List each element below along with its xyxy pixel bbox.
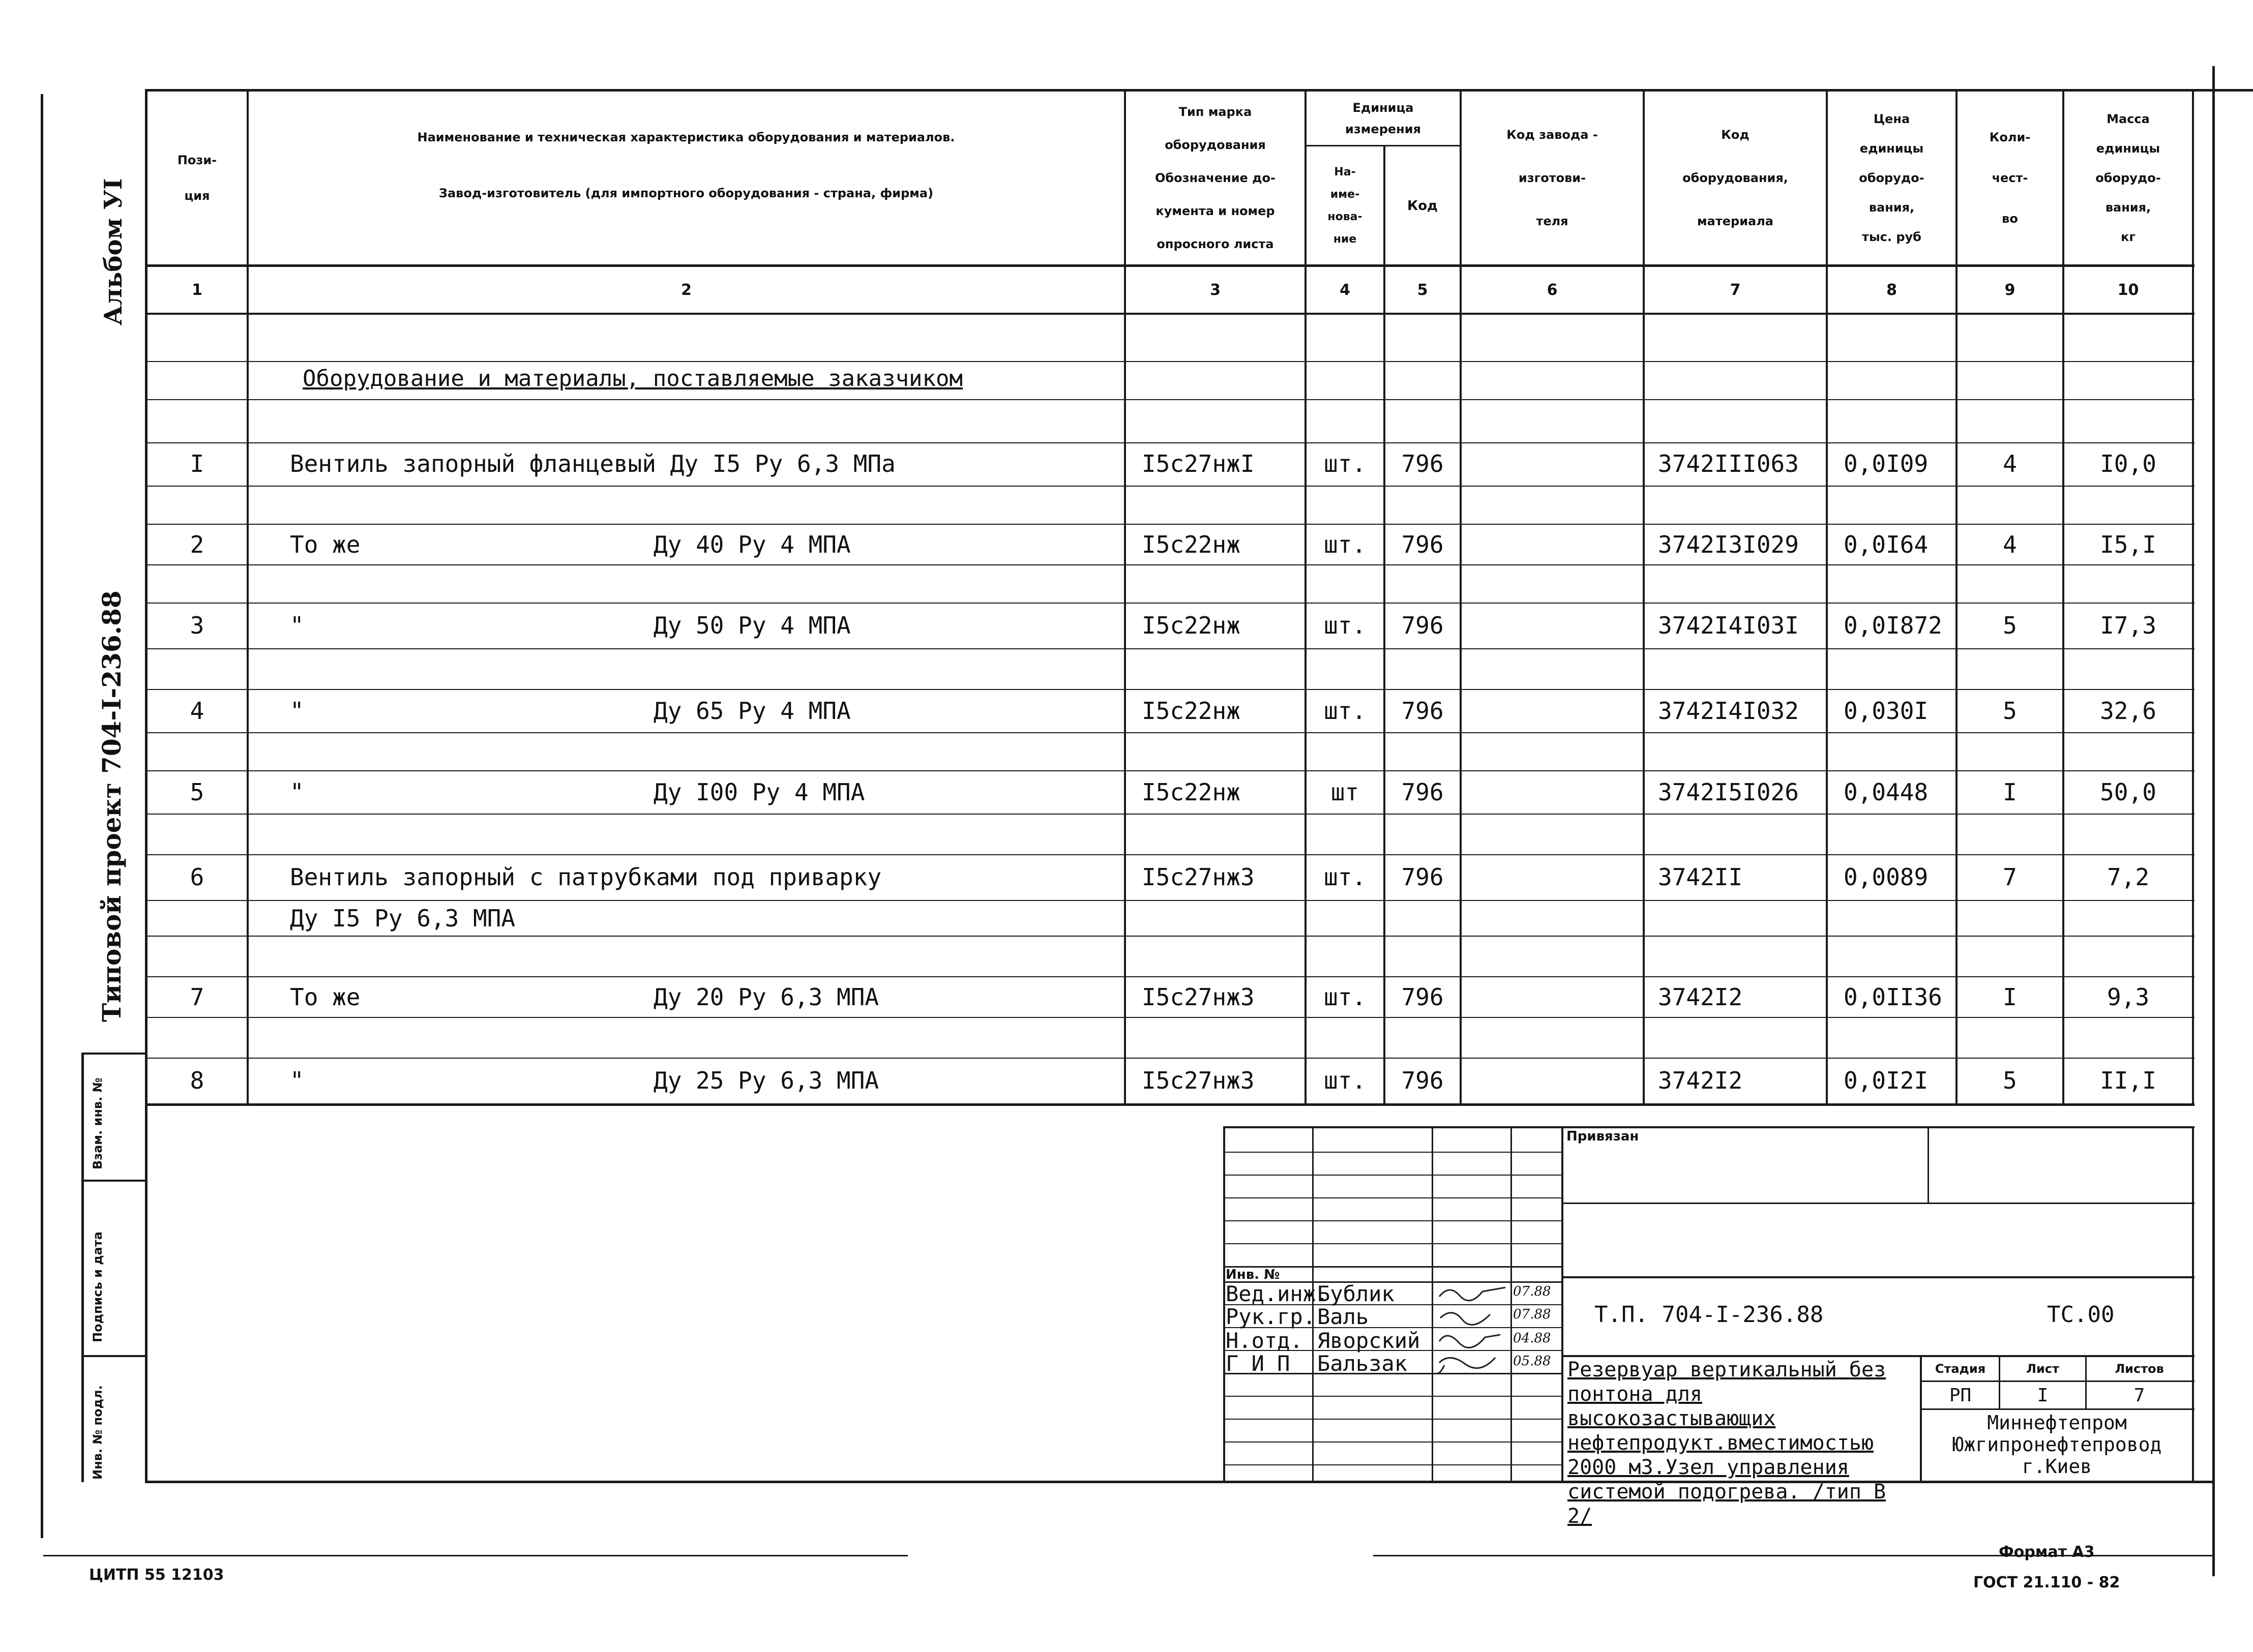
row-1-unit: шт. [1323, 450, 1367, 477]
stamp-h [1223, 1220, 1561, 1221]
person-1-date: 07.88 [1513, 1284, 1551, 1299]
row-2-position: 2 [190, 531, 204, 558]
row-4-unit: шт. [1323, 697, 1367, 725]
person-2-name: Валь [1317, 1304, 1369, 1329]
side-strip-h1 [81, 1053, 146, 1055]
colnum-3: 3 [1210, 281, 1221, 299]
header-unit: Единица измерения [1345, 100, 1421, 136]
row-2-unit: шт. [1323, 531, 1367, 558]
sheet-value: I [2037, 1385, 2049, 1406]
row-1-unit-code: 796 [1401, 450, 1444, 477]
person-1-role: Вед.инж. [1226, 1281, 1329, 1306]
person-4-date: 05.88 [1513, 1354, 1551, 1369]
colnum-4: 4 [1340, 281, 1350, 299]
row-7-dimension: Ду 20 Ру 6,3 МПА [654, 983, 879, 1011]
row-8-quantity: 5 [2003, 1067, 2017, 1094]
row-4-name: " [290, 697, 304, 725]
stamp-v4 [1561, 1126, 1563, 1482]
stamp-right [2192, 1126, 2194, 1482]
row-3-position: 3 [190, 612, 204, 639]
row-3-mass: I7,3 [2100, 612, 2156, 639]
album-label: Альбом УI [99, 178, 128, 325]
colnum-10: 10 [2117, 281, 2139, 299]
row-6-continuation: Ду I5 Ру 6,3 МПА [290, 905, 516, 932]
row-7-unit: шт. [1323, 983, 1367, 1011]
row-2-type: I5с22нж [1142, 531, 1240, 558]
header-type: Тип марка оборудования Обозначение до- кумента и номер опросного листа [1155, 104, 1276, 251]
table-bottom-line [145, 1103, 2195, 1106]
header-unit-name: На- име- нова- ние [1327, 166, 1362, 246]
header-mass: Масса единицы оборудо- вания, кг [2095, 112, 2161, 244]
row-4-unit-code: 796 [1401, 697, 1444, 725]
sheets-value: 7 [2133, 1385, 2145, 1406]
row-5-mass: 50,0 [2100, 778, 2156, 806]
org-ministry: Миннефтепром [1987, 1411, 2127, 1434]
header-equipment-code: Код оборудования, материала [1682, 127, 1788, 228]
colnum-7: 7 [1730, 281, 1741, 299]
row-4-price: 0,030I [1844, 697, 1929, 725]
row-5-price: 0,0448 [1844, 778, 1929, 806]
stamp-h [1223, 1243, 1561, 1244]
row-2-equipment-code: 3742I3I029 [1658, 531, 1799, 558]
sheet-label: Лист [2026, 1361, 2059, 1376]
row-7-quantity: I [2003, 983, 2017, 1011]
row-3-unit: шт. [1323, 612, 1367, 639]
person-2-role: Рук.гр. [1226, 1304, 1316, 1329]
invpodl-label: Инв. № подл. [91, 1385, 105, 1480]
row-sep [145, 648, 2195, 649]
header-price: Цена единицы оборудо- вания, тыс. руб [1859, 112, 1924, 244]
row-3-quantity: 5 [2003, 612, 2017, 639]
row-6-price: 0,0089 [1844, 863, 1929, 891]
colnum-2: 2 [681, 281, 692, 299]
colnum-1: 1 [192, 281, 202, 299]
row-2-quantity: 4 [2003, 531, 2017, 558]
doc-number: Т.П. 704-I-236.88 [1594, 1302, 1824, 1328]
row-1-equipment-code: 3742III063 [1658, 450, 1799, 477]
podpis-label: Подпись и дата [91, 1232, 105, 1342]
row-4-position: 4 [190, 697, 204, 725]
row-7-price: 0,0II36 [1844, 983, 1942, 1011]
header-unit-code: Код [1407, 198, 1438, 214]
row-5-name: " [290, 778, 304, 806]
row-sep [145, 399, 2195, 400]
row-sep [145, 732, 2195, 733]
row-2-unit-code: 796 [1401, 531, 1444, 558]
row-8-equipment-code: 3742I2 [1658, 1067, 1743, 1094]
row-2-name: То же [290, 531, 361, 558]
row-sep [145, 486, 2195, 487]
frame-lower-line [43, 1555, 908, 1556]
stamp-h-privyazan [1561, 1203, 2195, 1204]
row-4-equipment-code: 3742I4I032 [1658, 697, 1799, 725]
stamp-h [1223, 1396, 1561, 1397]
row-6-mass: 7,2 [2107, 863, 2150, 891]
row-7-equipment-code: 3742I2 [1658, 983, 1743, 1011]
stamp-h [1223, 1175, 1561, 1176]
signatures-scribble [1434, 1281, 1510, 1375]
row-6-unit-code: 796 [1401, 863, 1444, 891]
side-strip-inner [81, 1053, 84, 1482]
sheets-label: Листов [2115, 1361, 2164, 1376]
row-1-price: 0,0I09 [1844, 450, 1929, 477]
header-factory-code: Код завода - изготови- теля [1506, 127, 1598, 228]
row-4-type: I5с22нж [1142, 697, 1240, 725]
row-7-position: 7 [190, 983, 204, 1011]
unit-split-line [1305, 145, 1460, 146]
row-7-type: I5с27нж3 [1142, 983, 1255, 1011]
colnum-5: 5 [1417, 281, 1428, 299]
row-5-unit: шт [1330, 778, 1359, 806]
row-5-quantity: I [2003, 778, 2017, 806]
row-8-type: I5с27нж3 [1142, 1067, 1255, 1094]
row-7-unit-code: 796 [1401, 983, 1444, 1011]
row-6-quantity: 7 [2003, 863, 2017, 891]
header-name-b: Завод-изготовитель (для импортного оборудования - страна, фирма) [438, 186, 934, 200]
row-5-equipment-code: 3742I5I026 [1658, 778, 1799, 806]
row-5-type: I5с22нж [1142, 778, 1240, 806]
row-2-price: 0,0I64 [1844, 531, 1929, 558]
stamp-privyazan-split [1928, 1126, 1929, 1203]
row-8-dimension: Ду 25 Ру 6,3 МПА [654, 1067, 879, 1094]
frame-right-edge [2212, 66, 2215, 1576]
row-4-mass: 32,6 [2100, 697, 2156, 725]
row-5-unit-code: 796 [1401, 778, 1444, 806]
row-3-unit-code: 796 [1401, 612, 1444, 639]
stamp-h [1223, 1152, 1561, 1153]
inv-label: Инв. № [1226, 1267, 1280, 1282]
project-label: Типовой проект 704-I-236.88 [97, 590, 127, 1022]
row-3-dimension: Ду 50 Ру 4 МПА [654, 612, 851, 639]
row-8-price: 0,0I2I [1844, 1067, 1929, 1094]
colnum-8: 8 [1886, 281, 1897, 299]
person-4-role: Г И П [1226, 1351, 1290, 1376]
stamp-h-docnum [1561, 1276, 2195, 1278]
row-sep [145, 814, 2195, 815]
side-strip-h3 [81, 1355, 146, 1357]
person-3-date: 04.88 [1513, 1331, 1551, 1346]
row-4-dimension: Ду 65 Ру 4 МПА [654, 697, 851, 725]
row-8-unit: шт. [1323, 1067, 1367, 1094]
header-position: Пози- ция [177, 153, 217, 203]
row-2-dimension: Ду 40 Ру 4 МПА [654, 531, 851, 558]
row-6-name: Вентиль запорный с патрубками под приварку [290, 863, 882, 891]
row-1-name: Вентиль запорный фланцевый Ду I5 Ру 6,3 МПа [290, 450, 896, 477]
row-7-mass: 9,3 [2107, 983, 2150, 1011]
doc-description: Резервуар вертикальный без понтона для высокозастывающих нефтепродукт.вместимостью 2000 м3.Узел управления системой подогрева. /тип В 2/ [1567, 1358, 1886, 1528]
citp-label: ЦИТП 55 12103 [89, 1566, 224, 1584]
row-8-unit-code: 796 [1401, 1067, 1444, 1094]
row-6-equipment-code: 3742II [1658, 863, 1743, 891]
colnum-6: 6 [1547, 281, 1558, 299]
stamp-h [1223, 1464, 1561, 1465]
org-city: г.Киев [2022, 1455, 2092, 1478]
stamp-h [1223, 1441, 1561, 1443]
stamp-h [1223, 1197, 1561, 1198]
col-line-1 [247, 89, 249, 1106]
row-1-position: I [190, 450, 204, 477]
stage-value: РП [1949, 1385, 1972, 1406]
col-line-10 [2192, 89, 2194, 1106]
section-title: Оборудование и материалы, поставляемые заказчиком [303, 366, 963, 392]
person-3-name: Яворский [1317, 1328, 1420, 1353]
row-6-position: 6 [190, 863, 204, 891]
row-3-equipment-code: 3742I4I03I [1658, 612, 1799, 639]
row-8-mass: II,I [2100, 1067, 2156, 1094]
row-sep [145, 564, 2195, 565]
stamp-h [1223, 1419, 1561, 1420]
doc-code: ТС.00 [2047, 1302, 2115, 1328]
row-sep [145, 1017, 2195, 1018]
stamp-h-stage2 [1920, 1408, 2195, 1410]
row-6-type: I5с27нж3 [1142, 863, 1255, 891]
side-strip-h2 [81, 1180, 146, 1182]
row-1-type: I5с27нжI [1142, 450, 1255, 477]
row-3-name: " [290, 612, 304, 639]
gost-label: ГОСТ 21.110 - 82 [1973, 1574, 2120, 1591]
row-5-position: 5 [190, 778, 204, 806]
row-4-quantity: 5 [2003, 697, 2017, 725]
header-quantity: Коли- чест- во [1989, 130, 2031, 226]
format-label: Формат А3 [1999, 1543, 2095, 1561]
stamp-top [1223, 1126, 2195, 1128]
row-3-type: I5с22нж [1142, 612, 1240, 639]
privyazan-label: Привязан [1566, 1129, 1639, 1144]
row-2-mass: I5,I [2100, 531, 2156, 558]
person-3-role: Н.отд. [1226, 1328, 1303, 1353]
person-4-name: Бальзак [1317, 1351, 1408, 1376]
person-1-name: Бублик [1317, 1281, 1395, 1306]
row-5-dimension: Ду I00 Ру 4 МПА [654, 778, 865, 806]
stage-label: Стадия [1935, 1361, 1986, 1376]
row-8-position: 8 [190, 1067, 204, 1094]
person-2-date: 07.88 [1513, 1307, 1551, 1322]
row-6-unit: шт. [1323, 863, 1367, 891]
row-1-quantity: 4 [2003, 450, 2017, 477]
header-name-a: Наименование и техническая характеристика оборудования и материалов. [417, 130, 955, 144]
org-institute: Южгипронефтепровод [1952, 1433, 2162, 1456]
colnum-9: 9 [2004, 281, 2015, 299]
row-3-price: 0,0I872 [1844, 612, 1942, 639]
row-7-name: То же [290, 983, 361, 1011]
colnum-bottom-line [145, 313, 2195, 315]
frame-left-edge [41, 94, 43, 1538]
row-sep [145, 936, 2195, 937]
row-8-name: " [290, 1067, 304, 1094]
row-1-mass: I0,0 [2100, 450, 2156, 477]
vzam-label: Взам. инв. № [91, 1077, 105, 1169]
